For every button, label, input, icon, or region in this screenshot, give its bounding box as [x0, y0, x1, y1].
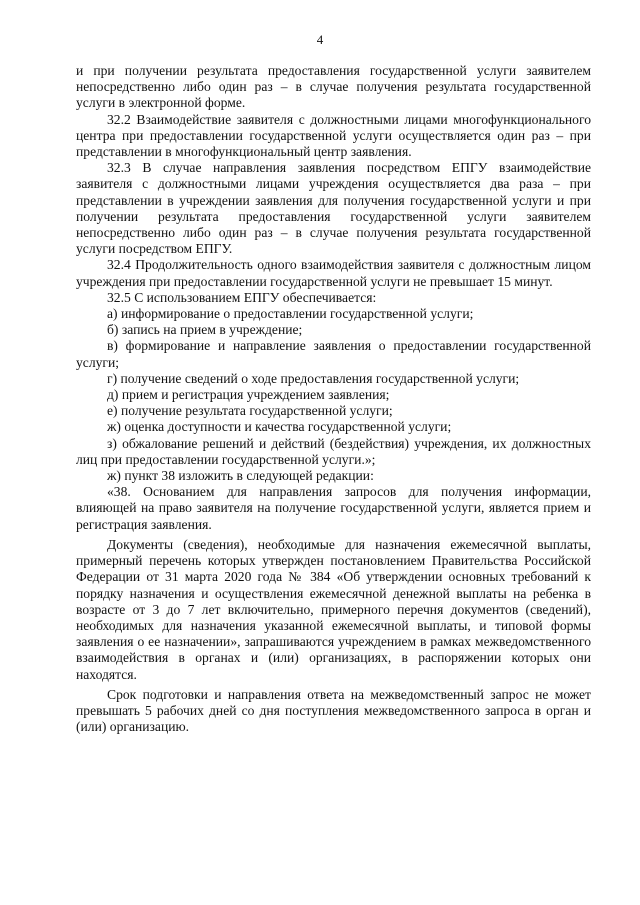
- paragraph: 32.4 Продолжительность одного взаимодействия заявителя с должностным лицом учреждения при предоставлении государственной услуги не превышает 15 минут.: [76, 257, 591, 289]
- list-item: д) прием и регистрация учреждением заявления;: [107, 387, 390, 403]
- paragraph: 32.5 С использованием ЕПГУ обеспечивается:: [107, 289, 377, 305]
- paragraph: «38. Основанием для направления запросов для получения информации, влияющей на право заявителя на получение государственной услуги, является прием и регистрация заявления.: [76, 484, 591, 532]
- paragraph: Срок подготовки и направления ответа на межведомственный запрос не может превышать 5 рабочих дней со дня поступления межведомственного запроса в орган и (или) организацию.: [76, 686, 591, 735]
- document-body: [76, 63, 591, 735]
- list-item: а) информирование о предоставлении государственной услуги;: [107, 306, 474, 322]
- list-item: ж) оценка доступности и качества государственной услуги;: [107, 419, 452, 435]
- list-item: б) запись на прием в учреждение;: [107, 322, 303, 338]
- page-number: 4: [316, 32, 324, 47]
- paragraph: Документы (сведения), необходимые для назначения ежемесячной выплаты, примерный перечень которых утвержден постановлением Правительства Российской Федерации от 31 марта 2020 года № 384 «Об утверждении основных требований к порядку назначения и осуществления ежемесячной денежной выплаты на ребенка в возрасте от 3 до 7 лет включительно, примерного перечня документов (сведений), необходимых для назначения указанной ежемесячной выплаты, и типовой формы заявления о ее назначении», запрашиваются учреждением в рамках межведомственного взаимодействия в органах и (или) организациях, в распоряжении которых они находятся.: [76, 536, 591, 682]
- paragraph: 32.2 Взаимодействие заявителя с должностными лицами многофункционального центра при предоставлении государственной услуги осуществляется один раз – при представлении в многофункциональный центр заявления.: [76, 111, 591, 160]
- paragraph: 32.3 В случае направления заявления посредством ЕПГУ взаимодействие заявителя с должностными лицами учреждения осуществляется два раза – при представлении в учреждении заявления для получения государственной услуги и при получении результата предоставления государственной услуги заявителем непосредственно либо один раз – в случае получения результата государственной услуги посредством ЕПГУ.: [76, 160, 591, 257]
- list-item: в) формирование и направление заявления о предоставлении государственной услуги;: [76, 338, 591, 370]
- list-item: з) обжалование решений и действий (бездействия) учреждения, их должностных лиц при предоставлении государственной услуги.»;: [76, 435, 591, 467]
- list-item: е) получение результата государственной услуги;: [107, 403, 393, 419]
- list-item: г) получение сведений о ходе предоставления государственной услуги;: [107, 370, 520, 386]
- paragraph: и при получении результата предоставления государственной услуги заявителем непосредственно либо один раз – в случае получения результата государственной услуги в электронной форме.: [76, 63, 591, 111]
- paragraph: ж) пункт 38 изложить в следующей редакции:: [107, 468, 374, 484]
